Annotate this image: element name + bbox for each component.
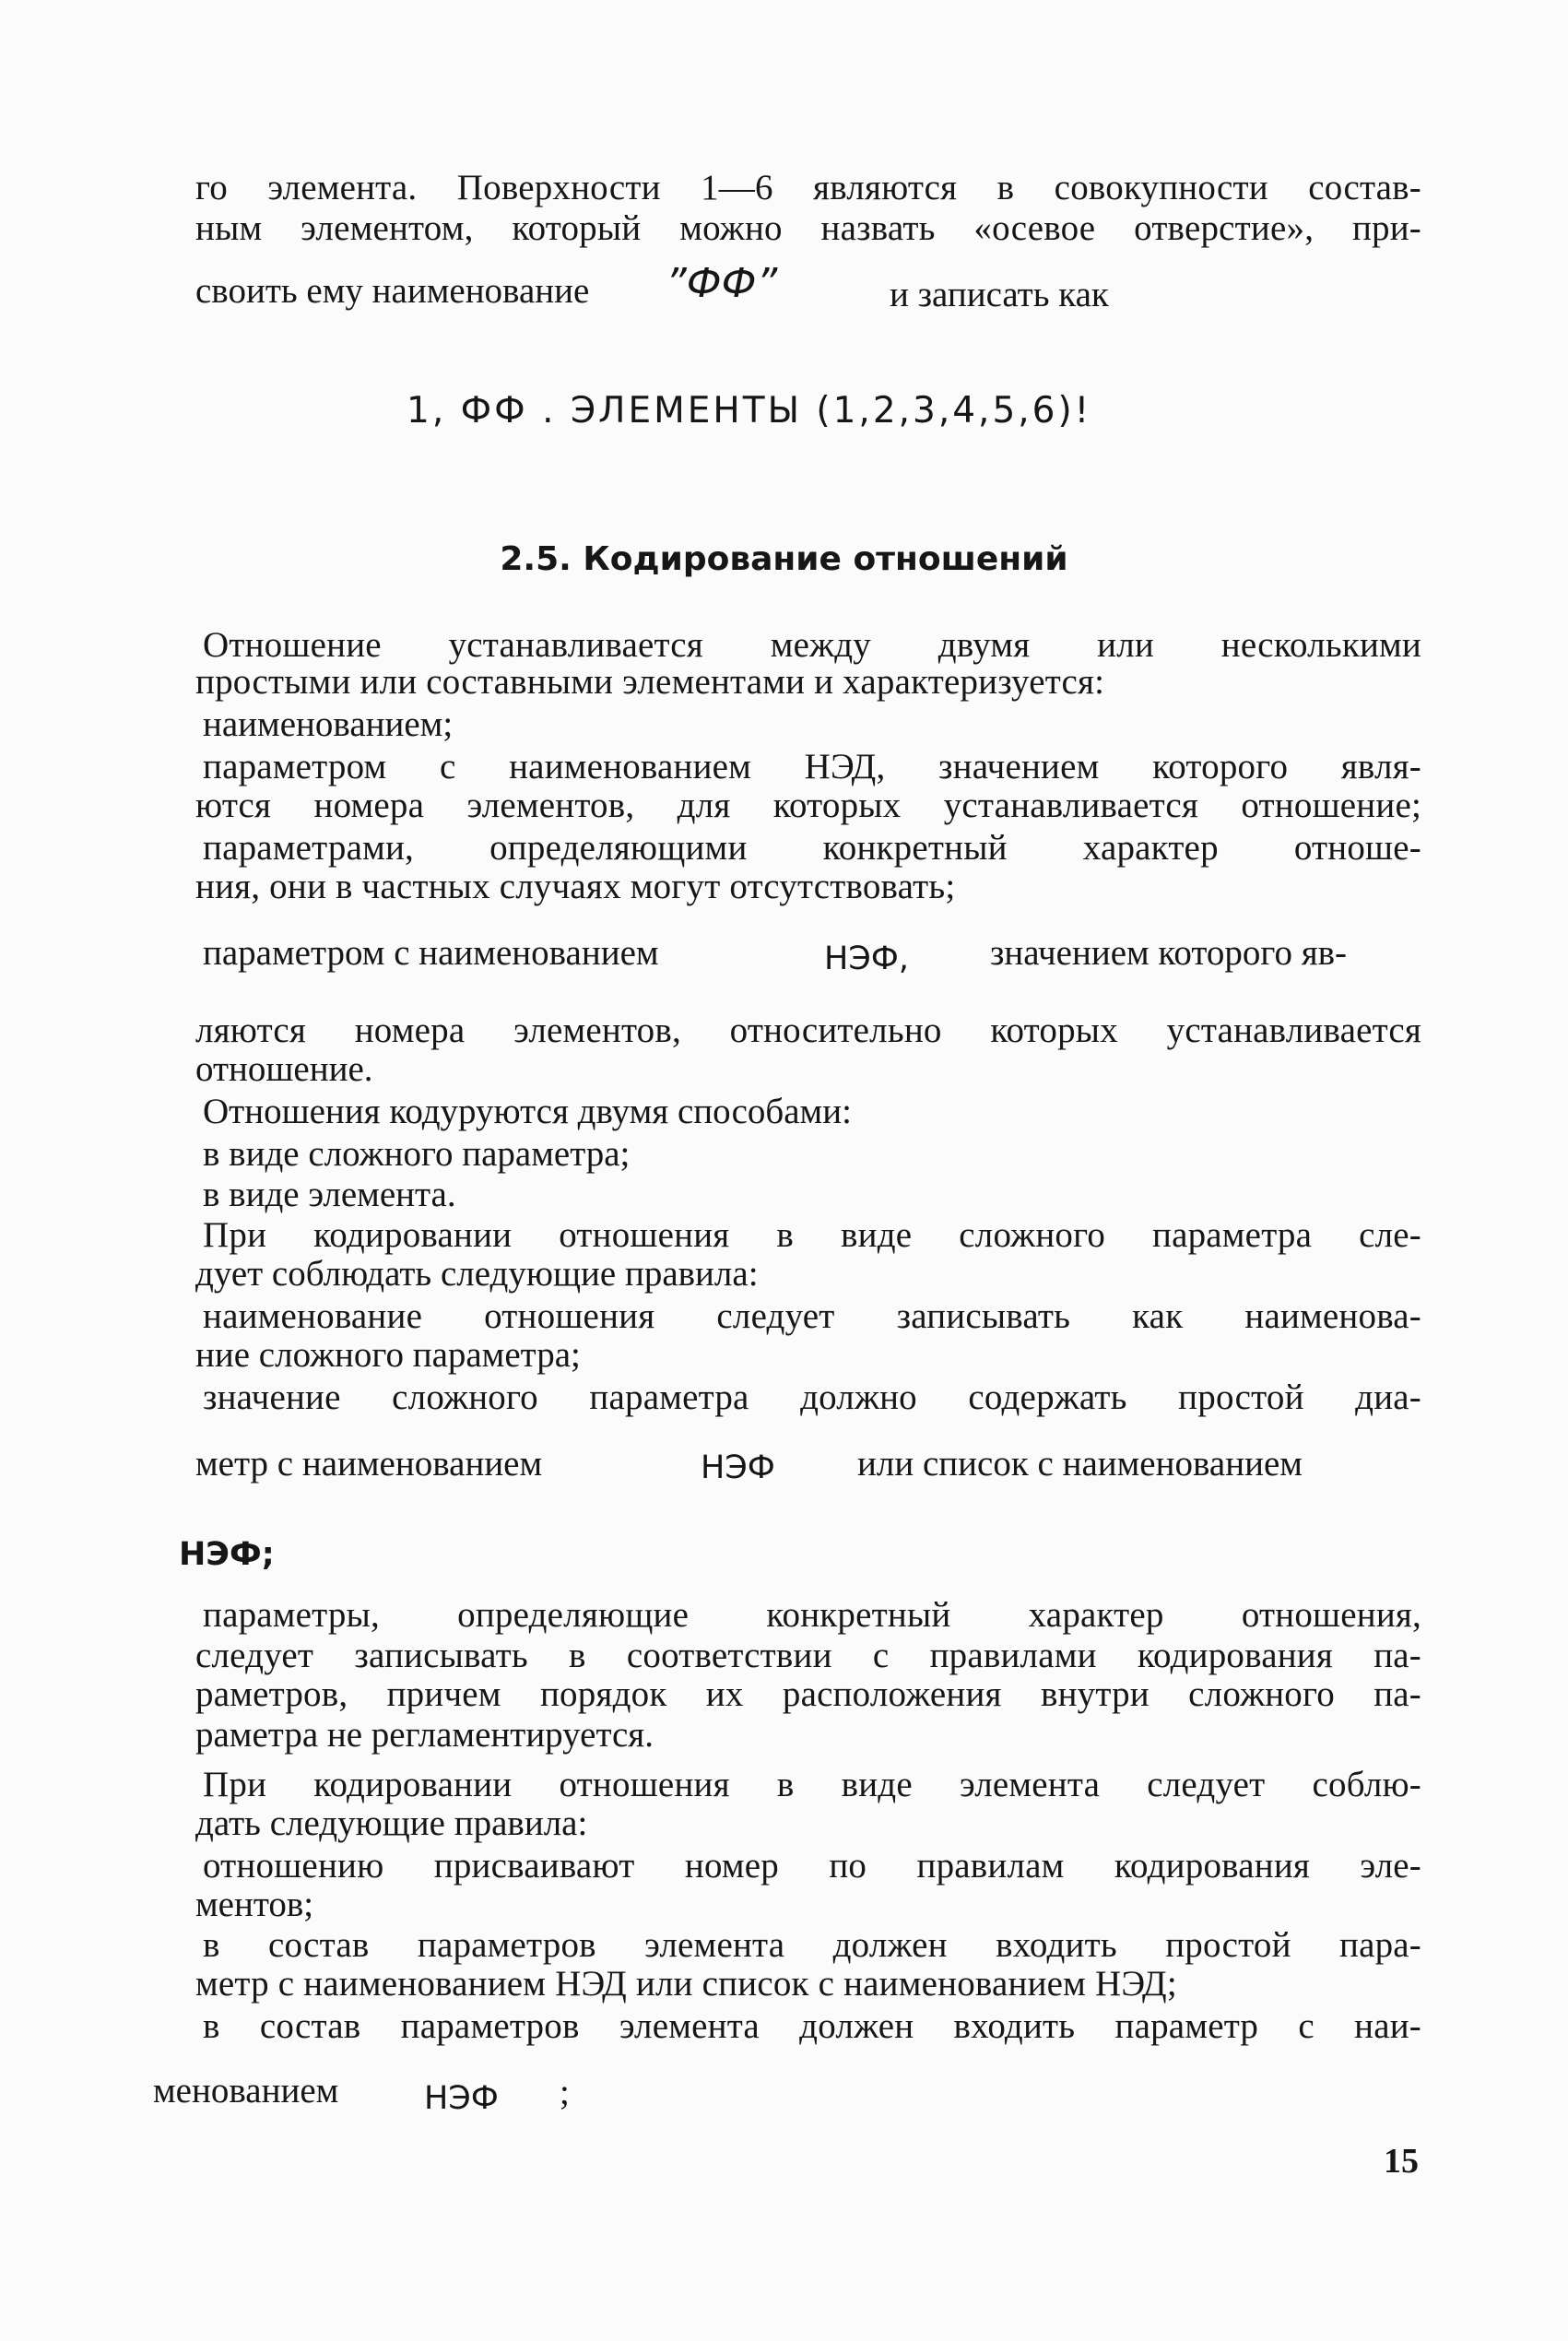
page-number: 15 xyxy=(1384,2142,1419,2181)
text-line: наименование отношения следует записывать как наименова- xyxy=(203,1296,1421,1336)
text-line: параметром с наименованием НЭД, значением которого явля- xyxy=(203,747,1421,786)
text-line: отношение. xyxy=(195,1049,373,1089)
text-line: ляются номера элементов, относительно которых устанавливается xyxy=(195,1011,1421,1050)
text-segment: значением которого яв- xyxy=(990,933,1348,973)
text-line: ментов; xyxy=(195,1885,314,1924)
text-line: раметров, причем порядок их расположения внутри сложного па- xyxy=(195,1674,1421,1714)
text-segment: менованием xyxy=(153,2071,339,2110)
text-line: параметрами, определяющими конкретный характер отноше- xyxy=(203,828,1421,868)
inline-code: ”ФФ” xyxy=(666,260,778,307)
text-line: в виде сложного параметра; xyxy=(203,1134,631,1174)
text-line: отношению присваивают номер по правилам кодирования эле- xyxy=(203,1846,1421,1886)
text-line: в виде элемента. xyxy=(203,1175,456,1214)
text-line: При кодировании отношения в виде элемента следует соблю- xyxy=(203,1765,1421,1804)
text-line: дать следующие правила: xyxy=(195,1803,588,1843)
text-line: в состав параметров элемента должен входить параметр с наи- xyxy=(203,2006,1421,2046)
text-line: в состав параметров элемента должен входить простой пара- xyxy=(203,1925,1421,1965)
text-line: го элемента. Поверхности 1—6 являются в совокупности состав- xyxy=(195,168,1421,207)
text-line: ным элементом, который можно назвать «осевое отверстие», при- xyxy=(195,208,1421,248)
text-line: значение сложного параметра должно содержать простой диа- xyxy=(203,1377,1421,1417)
text-segment: своить ему наименование xyxy=(195,271,590,311)
text-line: простыми или составными элементами и характеризуется: xyxy=(195,662,1105,702)
text-line: наименованием; xyxy=(203,704,454,744)
section-heading: 2.5. Кодирование отношений xyxy=(500,540,1068,578)
text-line: ния, они в частных случаях могут отсутствовать; xyxy=(195,867,956,906)
inline-code: НЭФ; xyxy=(179,1536,275,1573)
text-line: ются номера элементов, для которых устанавливается отношение; xyxy=(195,786,1421,825)
text-segment: параметром с наименованием xyxy=(203,933,659,973)
text-segment: или список с наименованием xyxy=(857,1444,1303,1484)
text-line: параметры, определяющие конкретный характер отношения, xyxy=(203,1595,1421,1635)
text-line: раметра не регламентируется. xyxy=(195,1715,654,1755)
text-line: Отношение устанавливается между двумя или несколькими xyxy=(203,625,1421,665)
text-line: следует записывать в соответствии с правилами кодирования па- xyxy=(195,1636,1421,1675)
text-line: ние сложного параметра; xyxy=(195,1335,581,1375)
text-line: При кодировании отношения в виде сложного параметра сле- xyxy=(203,1215,1421,1255)
inline-code: НЭФ xyxy=(424,2080,499,2117)
text-line: метр с наименованием НЭД или список с наименованием НЭД; xyxy=(195,1964,1177,2004)
text-segment: и записать как xyxy=(890,275,1109,314)
inline-code: НЭФ xyxy=(701,1449,775,1486)
inline-code: НЭФ, xyxy=(824,940,910,977)
text-line: Отношения кодуруются двумя способами: xyxy=(203,1092,852,1131)
code-line: 1, ФФ . ЭЛЕМЕНТЫ (1,2,3,4,5,6)! xyxy=(407,390,1092,432)
text-segment: ; xyxy=(560,2073,570,2112)
text-segment: метр с наименованием xyxy=(195,1444,543,1484)
text-line: дует соблюдать следующие правила: xyxy=(195,1254,759,1294)
